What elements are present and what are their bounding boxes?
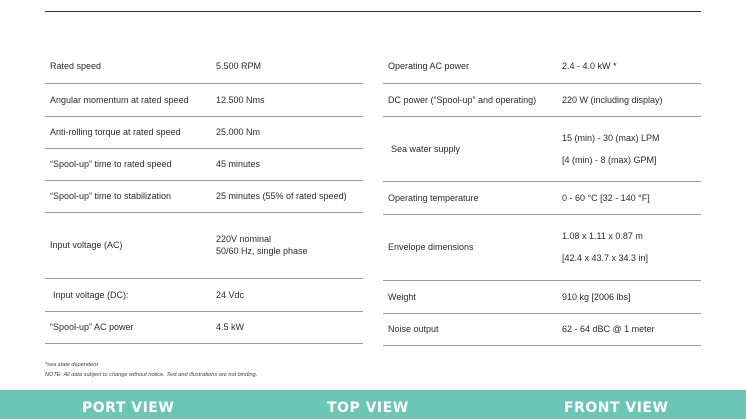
spec-value: 0 - 60 °C [32 - 140 °F] [558,181,701,214]
spec-row [45,50,363,83]
spec-value: 62 - 64 dBC @ 1 meter [558,313,701,345]
top-view-heading: TOP VIEW [327,400,409,416]
footnote-sea-state: *sea state dependent [45,362,98,368]
spec-row [383,83,701,116]
spec-value: 5.500 RPM [211,50,363,83]
spec-label: Operating AC power [383,50,558,83]
spec-value: 4.5 kW [211,311,363,343]
spec-label: Input voltage (AC) [45,212,211,278]
spec-value: 220 W (including display) [558,83,701,116]
spec-row [383,214,701,280]
top-divider [45,11,701,12]
spec-row [383,116,701,181]
spec-row [45,212,363,278]
spec-value: 12.500 Nms [211,83,363,116]
spec-value [558,116,701,181]
spec-row [45,180,363,212]
spec-table-right [383,50,701,346]
spec-value [211,212,363,278]
port-view-heading: PORT VIEW [82,400,175,416]
spec-row [45,83,363,116]
spec-value: 2.4 - 4.0 kW * [558,50,701,83]
spec-value-line: [4 (min) - 8 (max) GPM] [562,154,657,165]
spec-label: “Spool-up” AC power [45,311,211,343]
spec-row [45,278,363,311]
spec-label: Weight [383,280,558,313]
spec-value: 45 minutes [211,148,363,180]
spec-row [45,148,363,180]
spec-row [45,311,363,343]
spec-row [383,280,701,313]
spec-row [383,313,701,345]
spec-label: Rated speed [45,50,211,83]
spec-table-left [45,50,363,344]
spec-row [383,181,701,214]
spec-row [383,50,701,83]
spec-value [558,214,701,280]
spec-value-line: 50/60 Hz, single phase [216,246,308,256]
footnote-disclaimer: NOTE: All data subject to change without notice. Text and illustrations are not binding. [45,372,258,378]
spec-label: Angular momentum at rated speed [45,83,211,116]
spec-row [45,116,363,148]
spec-label: “Spool-up” time to stabilization [45,180,211,212]
spec-label: Operating temperature [383,181,558,214]
spec-label: Input voltage (DC): [45,278,211,311]
spec-label: “Spool-up” time to rated speed [45,148,211,180]
spec-value: 24 Vdc [211,278,363,311]
spec-value-line: 15 (min) - 30 (max) LPM [562,132,660,143]
front-view-heading: FRONT VIEW [564,400,669,416]
spec-value-line: 220V nominal [216,234,272,244]
spec-label: DC power (“Spool-up” and operating) [383,83,558,116]
spec-label: Anti-rolling torque at rated speed [45,116,211,148]
spec-value: 25 minutes (55% of rated speed) [211,180,363,212]
spec-label: Sea water supply [383,116,558,181]
spec-label: Noise output [383,313,558,345]
footnotes [45,360,257,380]
spec-value: 910 kg [2006 lbs] [558,280,701,313]
spec-value-line: [42.4 x 43.7 x 34.3 in] [562,253,649,263]
spec-value: 25.000 Nm [211,116,363,148]
spec-label: Envelope dimensions [383,214,558,280]
spec-value-line: 1.08 x 1.11 x 0.87 m [562,231,643,241]
